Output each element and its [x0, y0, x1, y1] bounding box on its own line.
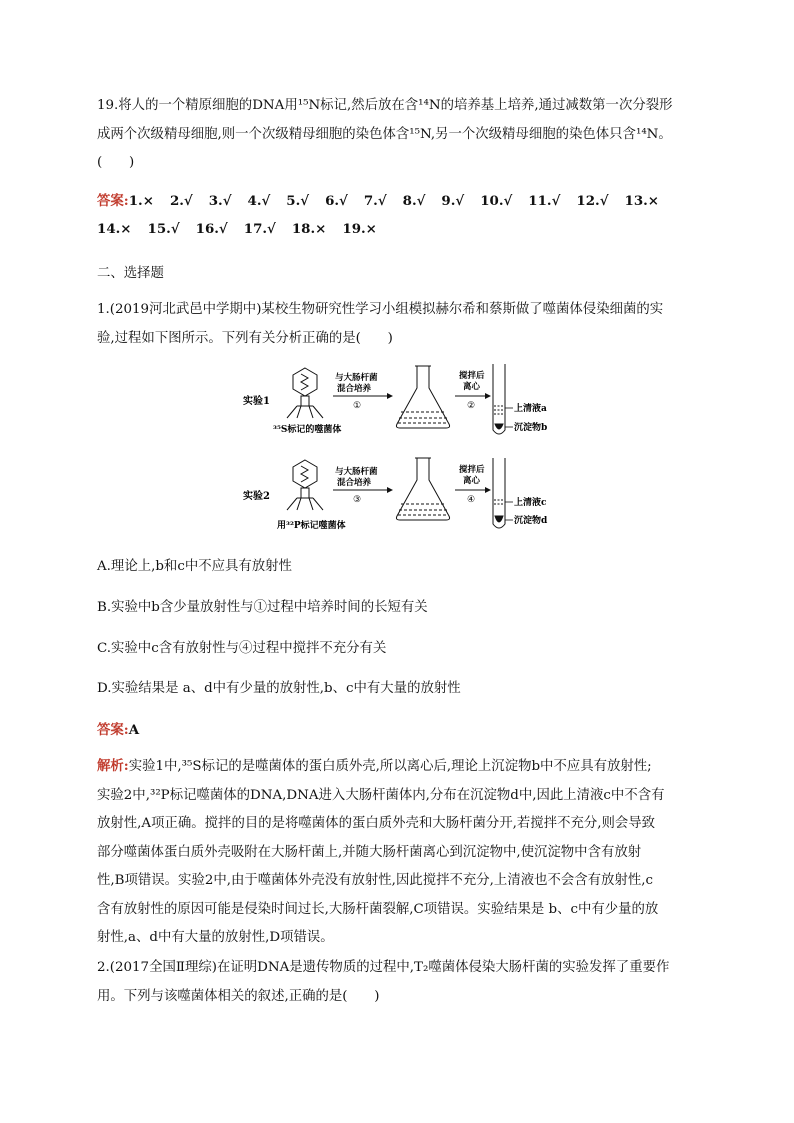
explanation-line-4: 部分噬菌体蛋白质外壳吸附在大肠杆菌上,并随大肠杆菌离心到沉淀物中,使沉淀物中含有放射	[97, 844, 642, 860]
answer-item: 12.√	[576, 193, 609, 209]
answer-item: 9.√	[441, 193, 465, 209]
explanation-line-6: 含有放射性的原因可能是侵染时间过长,大肠杆菌裂解,C项错误。实验结果是 b、c中有少量的放	[97, 901, 659, 917]
flask-icon-1	[396, 366, 449, 428]
answer-item: 14.×	[97, 221, 132, 237]
answer-item: 6.√	[325, 193, 348, 209]
exp2-arrow1-num: ③	[353, 495, 362, 505]
q1-answer-label: 答案:	[97, 722, 129, 738]
question-19-line-1: 19.将人的一个精原细胞的DNA用¹⁵N标记,然后放在含¹⁴N的培养基上培养,通过减数第一次分裂形	[97, 98, 673, 113]
exp1-arrow2-top: 搅拌后	[459, 371, 485, 381]
question-19-line-2: 成两个次级精母细胞,则一个次级精母细胞的染色体含¹⁵N,另一个次级精母细胞的染色体只含¹⁴N。	[97, 126, 672, 142]
explanation-line-3: 放射性,A项正确。搅拌的目的是将噬菌体的蛋白质外壳和大肠杆菌分开,若搅拌不充分,则会导致	[97, 816, 656, 831]
exp1-upper-label: 上清液a	[514, 404, 547, 414]
exp2-arrow2-num: ④	[467, 495, 476, 505]
exp2-arrow2-mid: 离心	[463, 476, 481, 486]
phage-icon-2	[287, 460, 323, 510]
exp2-arrow2-head	[485, 487, 491, 493]
question-1-line-2: 验,过程如下图所示。下列有关分析正确的是( )	[97, 330, 393, 346]
exp2-arrow2-top: 搅拌后	[459, 465, 485, 475]
exp1-arrow2-head	[485, 393, 491, 399]
answer-item: 1.×	[128, 193, 154, 209]
flask-icon-2	[396, 458, 449, 520]
exp1-arrow2-num: ②	[467, 401, 476, 411]
answer-item: 4.√	[247, 193, 271, 209]
answer-item: 3.√	[208, 193, 232, 209]
answer-item: 19.×	[342, 221, 377, 237]
option-a: A.理论上,b和c中不应具有放射性	[97, 559, 292, 574]
option-c: C.实验中c含有放射性与④过程中搅拌不充分有关	[97, 641, 387, 656]
answer-item: 2.√	[169, 193, 193, 209]
answer-item: 5.√	[286, 193, 310, 209]
exp1-caption: ³⁵S标记的噬菌体	[273, 425, 342, 435]
answer-item: 16.√	[195, 221, 228, 237]
exp1-lower-label: 沉淀物b	[514, 423, 548, 433]
test-tube-icon-2	[493, 458, 505, 528]
option-d: D.实验结果是 a、d中有少量的放射性,b、c中有大量的放射性	[97, 681, 461, 696]
answer-item: 11.√	[528, 193, 561, 209]
exp1-label: 实验1	[243, 396, 270, 407]
exp2-label: 实验2	[243, 491, 270, 502]
question-1	[97, 296, 697, 353]
phage-icon-1	[287, 368, 323, 418]
question-19-line-3: ( )	[97, 155, 135, 170]
exp2-arrow1-mid: 混合培养	[337, 478, 372, 488]
explanation-line-5: 性,B项错误。实验2中,由于噬菌体外壳没有放射性,因此搅拌不充分,上清液也不会含有放射性,c	[97, 873, 653, 888]
answer-item: 15.√	[147, 221, 180, 237]
answer-list	[97, 187, 707, 243]
section-title: 二、选择题	[97, 266, 164, 281]
answer-item: 17.√	[243, 221, 276, 237]
exp1-arrow1-num: ①	[353, 401, 362, 411]
test-tube-icon-1	[493, 364, 505, 434]
q1-explanation	[97, 752, 703, 953]
exp2-upper-label: 上清液c	[514, 498, 547, 508]
exp1-arrow1-top: 与大肠杆菌	[335, 373, 378, 383]
question-19	[97, 92, 697, 178]
exp2-lower-label: 沉淀物d	[514, 516, 548, 526]
option-b: B.实验中b含少量放射性与①过程中培养时间的长短有关	[97, 600, 428, 615]
exp1-arrow1-head	[387, 393, 393, 399]
answer-item: 18.×	[291, 221, 327, 237]
answer-items	[97, 193, 675, 237]
question-1-line-1: 1.(2019河北武邑中学期中)某校生物研究性学习小组模拟赫尔希和蔡斯做了噬菌体侵染细菌的实	[97, 302, 664, 317]
exp2-arrow1-head	[387, 487, 393, 493]
explanation-line-2: 实验2中,³²P标记噬菌体的DNA,DNA进入大肠杆菌体内,分布在沉淀物d中,因此上清液c中不含有	[97, 787, 665, 803]
answer-item: 7.√	[363, 193, 387, 209]
explanation-label: 解析:	[97, 758, 129, 774]
exp1-arrow2-mid: 离心	[463, 382, 481, 392]
answer-label: 答案:	[97, 193, 129, 209]
answer-item: 13.×	[624, 193, 660, 209]
exp2-arrow1-top: 与大肠杆菌	[335, 467, 378, 477]
answer-item: 10.√	[480, 193, 513, 209]
question-2-line-2: 用。下列与该噬菌体相关的叙述,正确的是( )	[97, 988, 380, 1004]
question-2	[97, 954, 697, 1011]
q1-answer-value: A	[128, 722, 140, 738]
exp2-caption: 用³²P标记噬菌体	[277, 521, 346, 531]
exp1-arrow1-mid: 混合培养	[337, 384, 372, 394]
q1-answer	[97, 719, 139, 738]
explanation-line-1: 实验1中,³⁵S标记的是噬菌体的蛋白质外壳,所以离心后,理论上沉淀物b中不应具有放射性;	[128, 759, 652, 774]
answer-item: 8.√	[402, 193, 426, 209]
explanation-line-7: 射性,a、d中有大量的放射性,D项错误。	[97, 930, 334, 945]
question-2-line-1: 2.(2017全国Ⅱ理综)在证明DNA是遗传物质的过程中,T₂噬菌体侵染大肠杆菌的实验发挥了重要作	[97, 960, 670, 975]
experiment-diagram	[235, 360, 555, 540]
